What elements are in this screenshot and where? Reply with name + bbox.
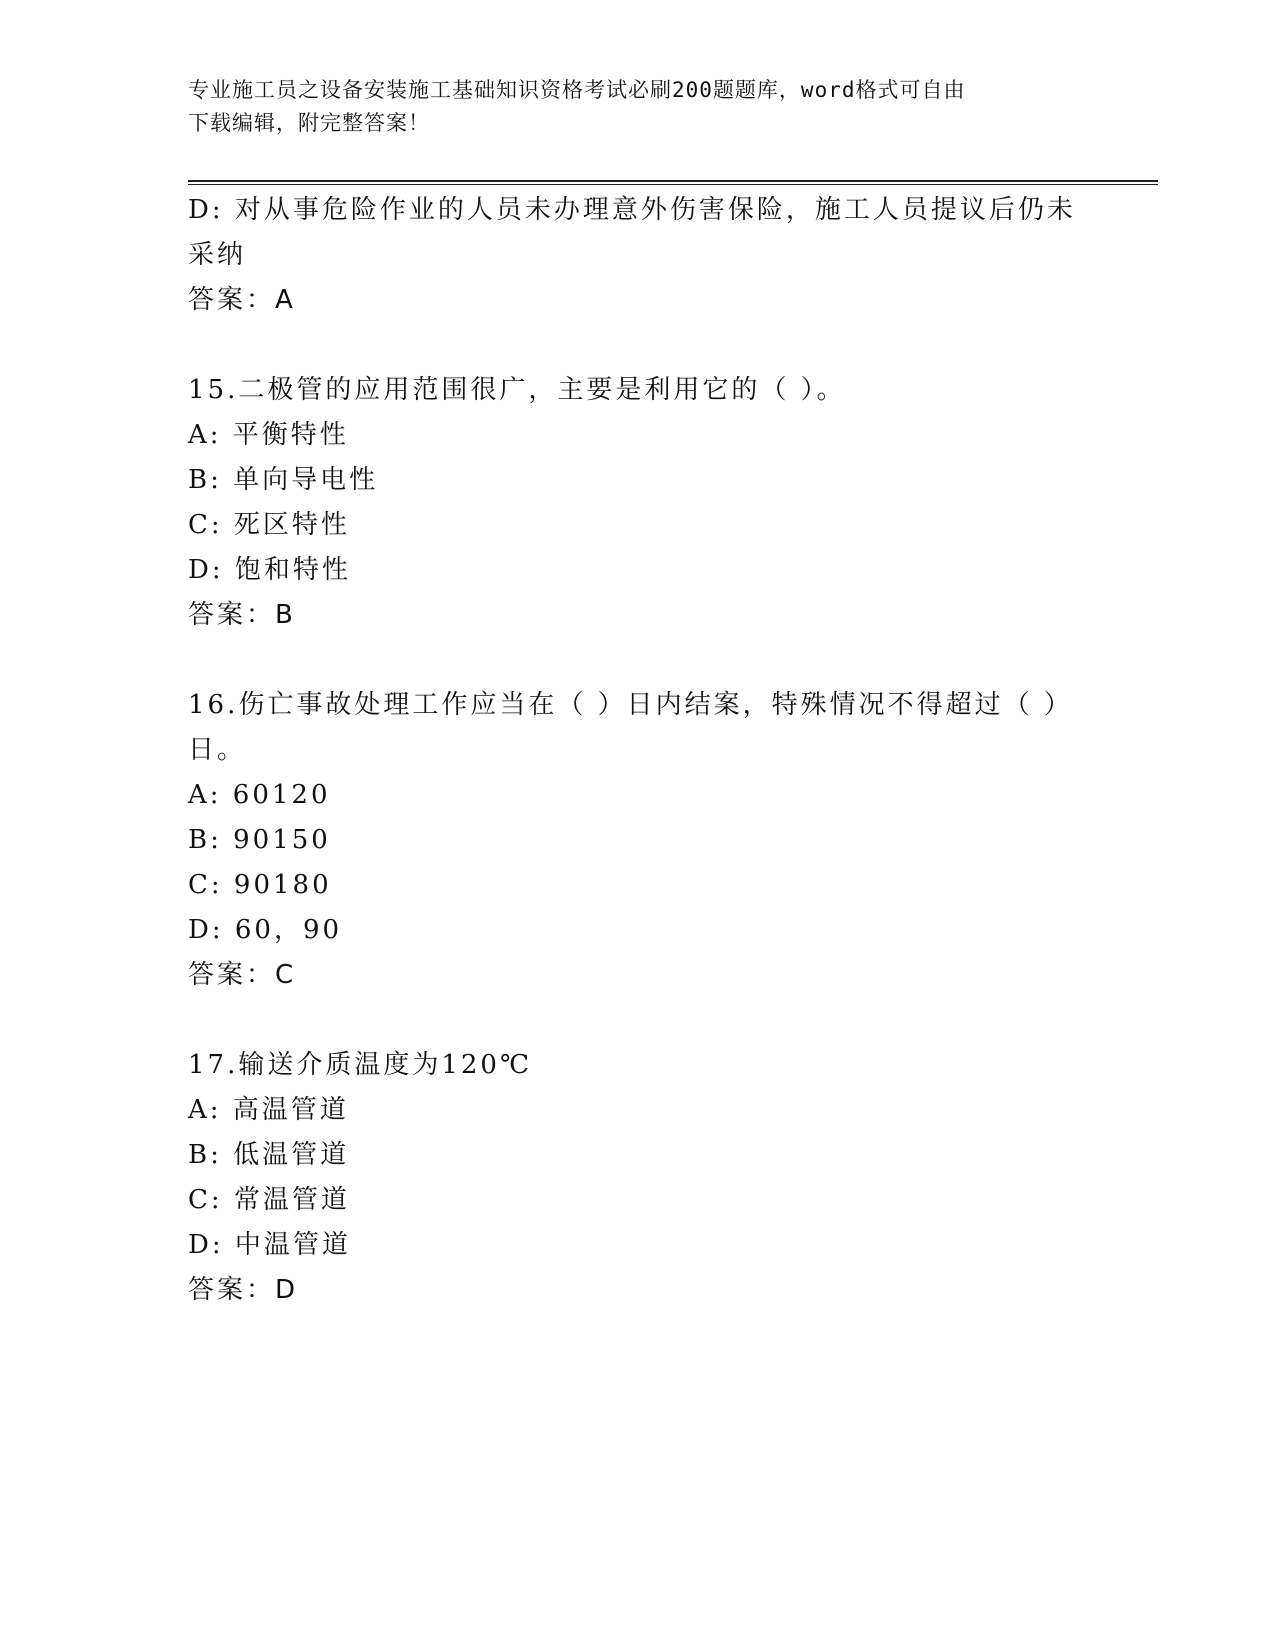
q16-option-a: A: 60120: [188, 780, 331, 810]
q15-option-d: D: 饱和特性: [188, 555, 351, 585]
q15-question: 15.二极管的应用范围很广，主要是利用它的（ ）。: [188, 375, 846, 405]
q16-question-line-2: 日。: [188, 735, 247, 765]
prev-option-d-line-1: D: 对从事危险作业的人员未办理意外伤害保险，施工人员提议后仍未: [188, 195, 1076, 225]
q17-option-b: B: 低温管道: [188, 1140, 350, 1170]
spacer: [188, 323, 1088, 368]
q16-question-line-1: 16.伤亡事故处理工作应当在（ ）日内结案，特殊情况不得超过（ ）: [188, 690, 1073, 720]
spacer: [188, 998, 1088, 1043]
header-rule-thick: [188, 180, 1158, 182]
header-rule-thin: [188, 184, 1158, 185]
q17-answer: 答案：D: [188, 1275, 299, 1305]
prev-answer: 答案：A: [188, 285, 296, 315]
q17-question: 17.输送介质温度为120℃: [188, 1050, 533, 1080]
q15-answer: 答案：B: [188, 600, 296, 630]
prev-option-d-line-2: 采纳: [188, 240, 247, 270]
q17-option-d: D: 中温管道: [188, 1230, 351, 1260]
header-line-1: 专业施工员之设备安装施工基础知识资格考试必刷200题题库，word格式可自由: [188, 78, 966, 102]
spacer: [188, 638, 1088, 683]
header-line-2: 下载编辑，附完整答案！: [188, 111, 430, 135]
q16-option-b: B: 90150: [188, 825, 331, 855]
q15-option-a: A: 平衡特性: [188, 420, 349, 450]
q15-option-c: C: 死区特性: [188, 510, 350, 540]
q16-option-d: D: 60，90: [188, 915, 343, 945]
q17-option-a: A: 高温管道: [188, 1095, 349, 1125]
document-header: [188, 74, 1088, 140]
q17-option-c: C: 常温管道: [188, 1185, 350, 1215]
q16-option-c: C: 90180: [188, 870, 332, 900]
q15-option-b: B: 单向导电性: [188, 465, 379, 495]
q16-answer: 答案：C: [188, 960, 297, 990]
question-content: [188, 188, 1088, 1313]
